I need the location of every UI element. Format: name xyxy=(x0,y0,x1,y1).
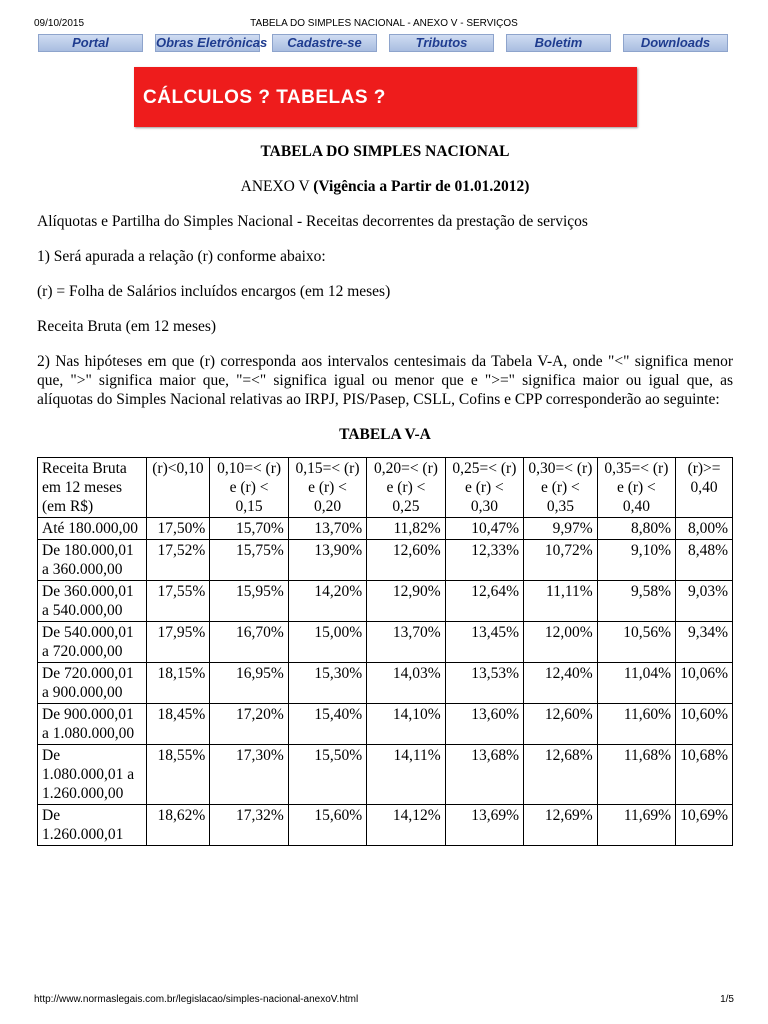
rate-cell: 13,60% xyxy=(445,704,523,745)
tabela-v-a xyxy=(37,457,733,846)
rate-cell: 16,70% xyxy=(210,622,288,663)
rate-cell: 12,00% xyxy=(524,622,598,663)
formula-denominator: Receita Bruta (em 12 meses) xyxy=(37,318,217,335)
nav-cadastre-se-button[interactable]: Cadastre-se xyxy=(272,34,377,52)
banner-text: CÁLCULOS ? TABELAS ? xyxy=(143,87,386,108)
rate-cell: 15,30% xyxy=(288,663,366,704)
intro-paragraph: Alíquotas e Partilha do Simples Nacional - Receitas decorrentes da prestação de serviços xyxy=(37,213,588,230)
rate-cell: 9,34% xyxy=(676,622,733,663)
annex-label: ANEXO V xyxy=(240,178,310,195)
rate-cell: 8,48% xyxy=(676,540,733,581)
rate-cell: 12,40% xyxy=(524,663,598,704)
rate-cell: 9,97% xyxy=(524,518,598,540)
nav-obras-eletronicas-button[interactable]: Obras Eletrônicas xyxy=(156,35,268,50)
rate-cell: 13,70% xyxy=(288,518,366,540)
table-row xyxy=(38,805,733,846)
table-row xyxy=(38,663,733,704)
header-cell: 0,15=< (r) e (r) < 0,20 xyxy=(288,458,366,518)
rate-cell: 16,95% xyxy=(210,663,288,704)
rate-cell: 17,20% xyxy=(210,704,288,745)
rate-cell: 10,56% xyxy=(597,622,675,663)
rate-cell: 13,69% xyxy=(445,805,523,846)
rate-cell: 9,10% xyxy=(597,540,675,581)
page-number: 1/5 xyxy=(720,994,734,1005)
formula-numerator: (r) = Folha de Salários incluídos encargos (em 12 meses) xyxy=(37,283,391,300)
table-row xyxy=(38,540,733,581)
revenue-range-cell: De 1.260.000,01 xyxy=(38,805,147,846)
rate-cell: 11,69% xyxy=(597,805,675,846)
revenue-range-cell: De 360.000,01 a 540.000,00 xyxy=(38,581,147,622)
rate-cell: 15,50% xyxy=(288,745,366,805)
rate-cell: 10,47% xyxy=(445,518,523,540)
table-header-row xyxy=(38,458,733,518)
header-cell: 0,35=< (r) e (r) < 0,40 xyxy=(597,458,675,518)
header-cell: 0,10=< (r) e (r) < 0,15 xyxy=(210,458,288,518)
rate-cell: 10,60% xyxy=(676,704,733,745)
table-row xyxy=(38,745,733,805)
nav-portal-button[interactable]: Portal xyxy=(38,34,143,52)
document-title: TABELA DO SIMPLES NACIONAL xyxy=(260,143,510,160)
rate-cell: 12,33% xyxy=(445,540,523,581)
table-title: TABELA V-A xyxy=(339,426,431,443)
print-footer xyxy=(34,994,734,1006)
rate-cell: 12,64% xyxy=(445,581,523,622)
rate-cell: 13,70% xyxy=(367,622,445,663)
table-row xyxy=(38,622,733,663)
document-content xyxy=(37,142,733,846)
rate-cell: 11,68% xyxy=(597,745,675,805)
rate-cell: 12,68% xyxy=(524,745,598,805)
rate-cell: 15,00% xyxy=(288,622,366,663)
rate-cell: 17,32% xyxy=(210,805,288,846)
header-cell: 0,30=< (r) e (r) < 0,35 xyxy=(524,458,598,518)
revenue-range-cell: De 1.080.000,01 a 1.260.000,00 xyxy=(38,745,147,805)
rate-cell: 15,70% xyxy=(210,518,288,540)
header-cell: 0,20=< (r) e (r) < 0,25 xyxy=(367,458,445,518)
nav-downloads-button[interactable]: Downloads xyxy=(623,34,728,52)
rate-cell: 10,68% xyxy=(676,745,733,805)
rate-cell: 17,50% xyxy=(146,518,210,540)
rate-cell: 15,40% xyxy=(288,704,366,745)
rate-cell: 12,90% xyxy=(367,581,445,622)
rate-cell: 14,11% xyxy=(367,745,445,805)
nav-tributos-button[interactable]: Tributos xyxy=(389,34,494,52)
rate-cell: 10,72% xyxy=(524,540,598,581)
header-cell: (r)<0,10 xyxy=(146,458,210,518)
rate-cell: 10,69% xyxy=(676,805,733,846)
header-cell: (r)>= 0,40 xyxy=(676,458,733,518)
rate-cell: 10,06% xyxy=(676,663,733,704)
print-date: 09/10/2015 xyxy=(34,18,85,29)
rate-cell: 13,68% xyxy=(445,745,523,805)
rate-cell: 13,90% xyxy=(288,540,366,581)
rate-cell: 14,03% xyxy=(367,663,445,704)
rate-cell: 13,53% xyxy=(445,663,523,704)
rate-cell: 12,60% xyxy=(367,540,445,581)
rate-cell: 11,60% xyxy=(597,704,675,745)
calculos-tabelas-banner[interactable] xyxy=(134,67,637,127)
revenue-range-cell: Até 180.000,00 xyxy=(38,518,147,540)
rate-cell: 18,15% xyxy=(146,663,210,704)
revenue-range-cell: De 900.000,01 a 1.080.000,00 xyxy=(38,704,147,745)
step2-paragraph: 2) Nas hipóteses em que (r) corresponda aos intervalos centesimais da Tabela V-A, onde "<" significa menor que, ">" significa maior que, "=<" significa igual ou menor que e ">=" significa maior ou igual que, as alíquotas do Simples Nacional relativas ao IRPJ, PIS/Pasep, CSLL, Cofins e CPP corresponderão ao seguinte: xyxy=(37,353,733,408)
vigencia-label: (Vigência a Partir de 01.01.2012) xyxy=(313,178,530,195)
table-row xyxy=(38,581,733,622)
top-navigation xyxy=(38,34,728,52)
revenue-range-cell: De 180.000,01 a 360.000,00 xyxy=(38,540,147,581)
footer-url: http://www.normaslegais.com.br/legislacao/simples-nacional-anexoV.html xyxy=(34,994,359,1005)
rate-cell: 8,00% xyxy=(676,518,733,540)
header-cell: Receita Bruta em 12 meses (em R$) xyxy=(38,458,147,518)
rate-cell: 15,60% xyxy=(288,805,366,846)
header-cell: 0,25=< (r) e (r) < 0,30 xyxy=(445,458,523,518)
revenue-range-cell: De 720.000,01 a 900.000,00 xyxy=(38,663,147,704)
rate-cell: 11,11% xyxy=(524,581,598,622)
rate-cell: 17,30% xyxy=(210,745,288,805)
rate-cell: 11,82% xyxy=(367,518,445,540)
document-subtitle xyxy=(37,177,733,196)
rate-cell: 18,55% xyxy=(146,745,210,805)
rate-cell: 9,58% xyxy=(597,581,675,622)
nav-boletim-button[interactable]: Boletim xyxy=(506,34,611,52)
revenue-range-cell: De 540.000,01 a 720.000,00 xyxy=(38,622,147,663)
rate-cell: 14,12% xyxy=(367,805,445,846)
rate-cell: 15,75% xyxy=(210,540,288,581)
rate-cell: 18,45% xyxy=(146,704,210,745)
step1-paragraph: 1) Será apurada a relação (r) conforme abaixo: xyxy=(37,248,326,265)
rate-cell: 15,95% xyxy=(210,581,288,622)
table-row xyxy=(38,704,733,745)
rate-cell: 17,95% xyxy=(146,622,210,663)
rate-cell: 17,52% xyxy=(146,540,210,581)
rate-cell: 11,04% xyxy=(597,663,675,704)
rate-cell: 14,20% xyxy=(288,581,366,622)
rate-cell: 13,45% xyxy=(445,622,523,663)
rate-cell: 12,60% xyxy=(524,704,598,745)
rate-cell: 14,10% xyxy=(367,704,445,745)
rate-cell: 12,69% xyxy=(524,805,598,846)
print-header xyxy=(34,18,734,30)
table-body xyxy=(38,518,733,846)
rate-cell: 18,62% xyxy=(146,805,210,846)
table-row xyxy=(38,518,733,540)
rate-cell: 9,03% xyxy=(676,581,733,622)
rate-cell: 8,80% xyxy=(597,518,675,540)
print-title: TABELA DO SIMPLES NACIONAL - ANEXO V - SERVIÇOS xyxy=(250,18,518,29)
rate-cell: 17,55% xyxy=(146,581,210,622)
